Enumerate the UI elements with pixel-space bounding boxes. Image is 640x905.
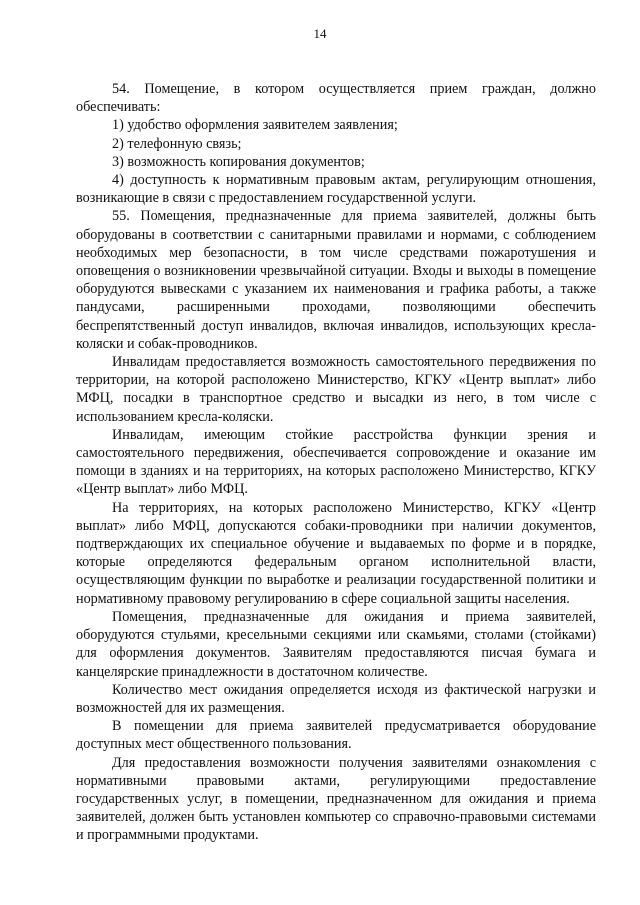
paragraph-55: 55. Помещения, предназначенные для приема заявителей, должны быть оборудованы в соответствии с санитарными правилами и нормами, с соблюдением необходимых мер безопасности, в том числе средствами пожаротушения и оповещения о возникновении чрезвычайной ситуации. Входы и выходы в помещение оборудуются вывесками с указанием их наименования и графика работы, а также пандусами, расширенными проходами, позволяющими обеспечить беспрепятственный доступ инвалидов, включая инвалидов, использующих кресла-коляски и собак-проводников. [76, 208, 596, 352]
list-item-2: 2) телефонную связь; [112, 135, 242, 152]
list-item-3: 3) возможность копирования документов; [112, 153, 365, 170]
paragraph-computer: Для предоставления возможности получения заявителями ознакомления с нормативными правовыми актами, регулирующими предоставление государственных услуг, в помещении, предназначенном для ожидания и приема заявителей, должен быть установлен компьютер со справочно-правовыми системами и программными продуктами. [76, 754, 596, 844]
paragraph-waiting-seats: Количество мест ожидания определяется исходя из фактической нагрузки и возможностей для их размещения. [76, 681, 596, 716]
document-body [76, 80, 596, 845]
paragraph-public-facilities: В помещении для приема заявителей предусматривается оборудование доступных мест общественного пользования. [76, 718, 596, 753]
paragraph-waiting-rooms: Помещения, предназначенные для ожидания и приема заявителей, оборудуются стульями, кресельными секциями или скамьями, столами (стойками) для оформления документов. Заявителям предоставляются писчая бумага и канцелярские принадлежности в достаточном количестве. [76, 608, 596, 680]
paragraph-54-intro: 54. Помещение, в котором осуществляется прием граждан, должно обеспечивать: [76, 81, 596, 116]
page-number: 14 [313, 26, 327, 41]
list-item-1: 1) удобство оформления заявителем заявления; [112, 117, 398, 134]
paragraph-guide-dogs: На территориях, на которых расположено Министерство, КГКУ «Центр выплат» либо МФЦ, допускаются собаки-проводники при наличии документов, подтверждающих их специальное обучение и выдаваемых по форме и в порядке, которые определяются федеральным органом исполнительной власти, осуществляющим функции по выработке и реализации государственной политики и нормативному правовому регулированию в сфере социальной защиты населения. [76, 499, 596, 607]
list-item-4: 4) доступность к нормативным правовым актам, регулирующим отношения, возникающие в связи с предоставлением государственной услуги. [76, 172, 596, 207]
paragraph-mobility: Инвалидам предоставляется возможность самостоятельного передвижения по территории, на которой расположено Министерство, КГКУ «Центр выплат» либо МФЦ, посадки в транспортное средство и высадки из него, в том числе с использованием кресла-коляски. [76, 354, 596, 425]
paragraph-escort: Инвалидам, имеющим стойкие расстройства функции зрения и самостоятельного передвижения, обеспечивается сопровождение и оказание им помощи в зданиях и на территориях, на которых расположено Министерство, КГКУ «Центр выплат» либо МФЦ. [76, 426, 596, 498]
